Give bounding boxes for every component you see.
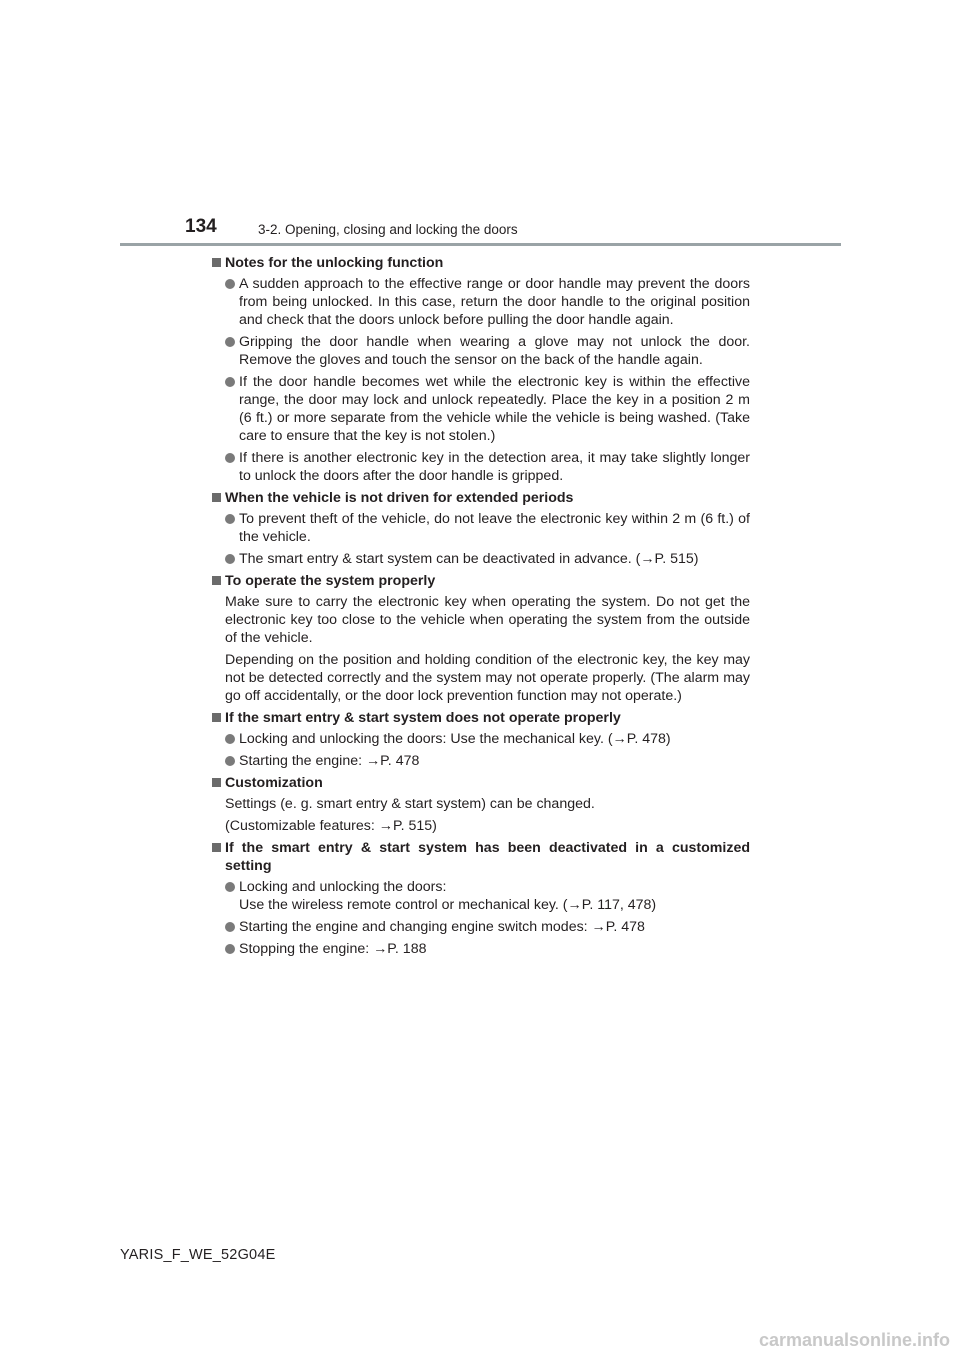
section (210, 839, 750, 958)
round-bullet-icon (225, 337, 235, 347)
section-heading (210, 489, 750, 507)
square-bullet-icon (212, 843, 221, 852)
item-text: If the door handle becomes wet while the electronic key is within the effective range, the door may lock and unlock repeatedly. Place the key in a position 2 m (6 ft.) or more separate from the vehicle while the vehicle is being washed. (Take care to ensure that the key is not stolen.) (239, 374, 750, 444)
section (210, 709, 750, 770)
round-bullet-icon (225, 922, 235, 932)
bullet-item (210, 449, 750, 485)
item-text: Locking and unlocking the doors: Use the mechanical key. (→P. 478) (239, 731, 671, 747)
bullet-item (210, 878, 750, 914)
item-text: Starting the engine: →P. 478 (239, 753, 420, 769)
section (210, 489, 750, 568)
section-heading (210, 839, 750, 875)
section-heading-text: If the smart entry & start system does not operate properly (225, 710, 621, 726)
round-bullet-icon (225, 377, 235, 387)
bullet-item (210, 550, 750, 568)
paragraph (210, 651, 750, 705)
bullet-item (210, 333, 750, 369)
bullet-item (210, 275, 750, 329)
square-bullet-icon (212, 258, 221, 267)
section-heading-text: Customization (225, 775, 323, 791)
item-text: Locking and unlocking the doors: (239, 879, 447, 895)
square-bullet-icon (212, 713, 221, 722)
section-heading (210, 254, 750, 272)
section (210, 254, 750, 485)
round-bullet-icon (225, 279, 235, 289)
watermark-link[interactable]: carmanualsonline.info (758, 1330, 950, 1350)
section-heading (210, 709, 750, 727)
section-heading-text: To operate the system properly (225, 573, 436, 589)
bullet-item (210, 373, 750, 445)
item-text: The smart entry & start system can be deactivated in advance. (→P. 515) (239, 551, 699, 567)
section (210, 774, 750, 835)
round-bullet-icon (225, 756, 235, 766)
paragraph (210, 817, 750, 835)
bullet-item (210, 752, 750, 770)
item-text: Stopping the engine: →P. 188 (239, 941, 427, 957)
section-heading-text: If the smart entry & start system has been deactivated in a customized setting (225, 840, 750, 874)
section-heading (210, 774, 750, 792)
item-text: Gripping the door handle when wearing a glove may not unlock the door. Remove the gloves and touch the sensor on the back of the handle again. (239, 334, 750, 368)
item-text: Depending on the position and holding condition of the electronic key, the key may not be detected correctly and the system may not operate properly. (The alarm may go off accidentally, or the door lock prevention function may not operate.) (225, 652, 750, 704)
section-heading (210, 572, 750, 590)
round-bullet-icon (225, 554, 235, 564)
item-text: Starting the engine and changing engine switch modes: →P. 478 (239, 919, 645, 935)
round-bullet-icon (225, 453, 235, 463)
item-text: Make sure to carry the electronic key when operating the system. Do not get the electronic key too close to the vehicle when operating the system from the outside of the vehicle. (225, 594, 750, 646)
page-number: 134 (185, 216, 217, 237)
round-bullet-icon (225, 882, 235, 892)
bullet-item (210, 918, 750, 936)
round-bullet-icon (225, 514, 235, 524)
item-text: To prevent theft of the vehicle, do not leave the electronic key within 2 m (6 ft.) of the vehicle. (239, 511, 750, 545)
item-text: Settings (e. g. smart entry & start system) can be changed. (225, 796, 595, 812)
section-heading-text: When the vehicle is not driven for extended periods (225, 490, 574, 506)
square-bullet-icon (212, 576, 221, 585)
item-text: If there is another electronic key in the detection area, it may take slightly longer to unlock the doors after the door handle is gripped. (239, 450, 750, 484)
round-bullet-icon (225, 734, 235, 744)
document-code: YARIS_F_WE_52G04E (120, 1247, 276, 1263)
bullet-item (210, 510, 750, 546)
content-body (210, 254, 750, 962)
item-text: A sudden approach to the effective range or door handle may prevent the doors from being unlocked. In this case, return the door handle to the original position and check that the doors unlock before pulling the door handle again. (239, 276, 750, 328)
section (210, 572, 750, 705)
round-bullet-icon (225, 944, 235, 954)
header-rule (120, 243, 841, 246)
chapter-title: 3-2. Opening, closing and locking the doors (258, 222, 518, 237)
square-bullet-icon (212, 778, 221, 787)
bullet-item (210, 940, 750, 958)
section-heading-text: Notes for the unlocking function (225, 255, 444, 271)
square-bullet-icon (212, 493, 221, 502)
paragraph (210, 593, 750, 647)
item-text-line2: Use the wireless remote control or mechanical key. (→P. 117, 478) (239, 897, 657, 913)
bullet-item (210, 730, 750, 748)
item-text: (Customizable features: →P. 515) (225, 818, 437, 834)
paragraph (210, 795, 750, 813)
